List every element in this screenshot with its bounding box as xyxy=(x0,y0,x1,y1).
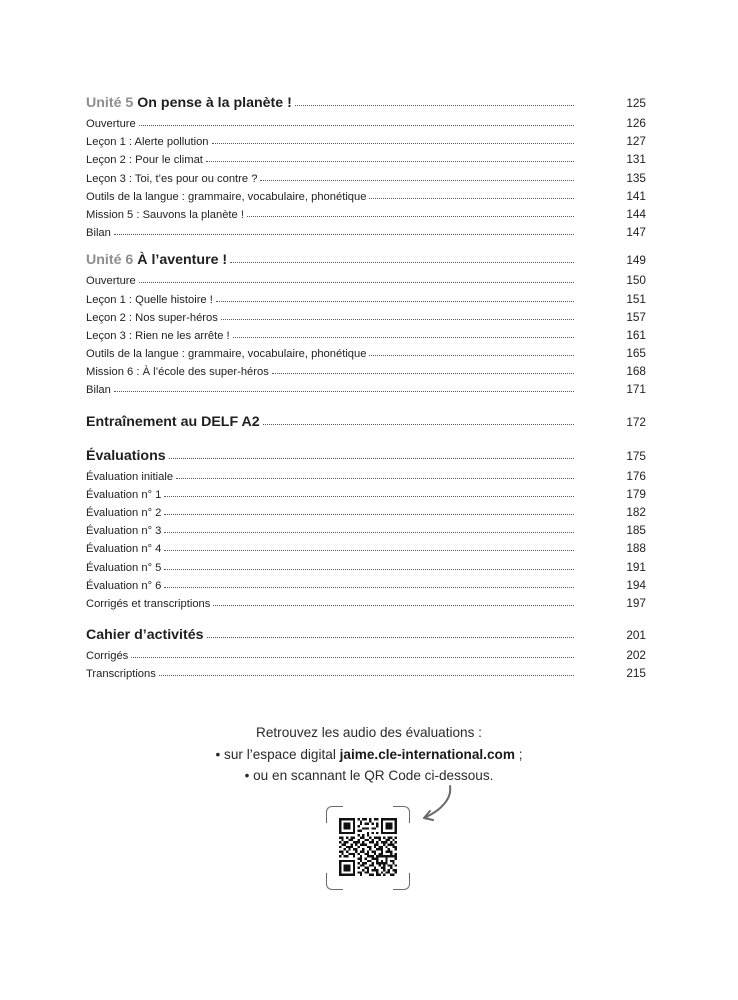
entry-title: Leçon 2 : Nos super-héros xyxy=(86,311,218,324)
dot-leader xyxy=(159,675,574,676)
dot-leader xyxy=(369,355,574,356)
toc-unit-5-heading[interactable] xyxy=(86,92,646,114)
dot-leader xyxy=(139,282,574,283)
page-number: 197 xyxy=(626,595,646,610)
page-number: 188 xyxy=(626,541,646,556)
page-number: 176 xyxy=(626,468,646,483)
dot-leader xyxy=(169,458,574,459)
toc-entry[interactable] xyxy=(86,326,646,344)
digital-space-link[interactable]: jaime.cle-international.com xyxy=(339,746,515,762)
toc-entry[interactable] xyxy=(86,539,646,557)
page-number: 151 xyxy=(626,291,646,306)
page-number: 201 xyxy=(626,628,646,643)
entry-title: Bilan xyxy=(86,384,111,397)
page-number: 194 xyxy=(626,577,646,592)
qr-code-frame[interactable] xyxy=(326,806,410,890)
unit-label: Unité 6 xyxy=(86,252,134,269)
page-number: 165 xyxy=(626,346,646,361)
entry-title: Leçon 3 : Toi, t’es pour ou contre ? xyxy=(86,172,258,185)
audio-note-suffix: ; xyxy=(514,746,523,762)
page-number: 168 xyxy=(626,364,646,379)
toc-entry[interactable] xyxy=(86,150,646,168)
entry-title: Évaluation n° 4 xyxy=(86,543,162,556)
spacer xyxy=(86,612,646,624)
page-number: 185 xyxy=(626,523,646,538)
dot-leader xyxy=(164,587,574,588)
toc-entry[interactable] xyxy=(86,187,646,205)
unit-title: On pense à la planète ! xyxy=(137,95,292,111)
toc-entry[interactable] xyxy=(86,132,646,150)
dot-leader xyxy=(164,514,574,515)
toc-cahier-heading[interactable] xyxy=(86,624,646,646)
dot-leader xyxy=(164,496,574,497)
dot-leader xyxy=(164,550,574,551)
section-title: Cahier d’activités xyxy=(86,627,204,644)
unit-title: À l’aventure ! xyxy=(137,252,228,269)
page-number: 171 xyxy=(626,382,646,397)
dot-leader xyxy=(216,301,574,302)
toc-delf-heading[interactable] xyxy=(86,411,646,433)
entry-title: Ouverture xyxy=(86,118,136,130)
entry-title: Bilan xyxy=(86,227,111,240)
toc-entry[interactable] xyxy=(86,205,646,223)
qr-code-icon xyxy=(339,818,397,876)
page-number: 179 xyxy=(626,486,646,501)
page-number: 175 xyxy=(626,448,646,463)
dot-leader xyxy=(114,234,574,235)
entry-title: Outils de la langue : grammaire, vocabulaire, phonétique xyxy=(86,190,367,203)
dot-leader xyxy=(247,216,574,217)
dot-leader xyxy=(221,319,574,320)
dot-leader xyxy=(164,569,574,570)
dot-leader xyxy=(272,373,574,374)
entry-title: Évaluation n° 3 xyxy=(86,525,162,538)
entry-title: Évaluation n° 6 xyxy=(86,579,162,592)
toc-entry[interactable] xyxy=(86,558,646,576)
audio-note xyxy=(0,722,738,787)
spacer xyxy=(86,433,646,445)
page-number: 161 xyxy=(626,327,646,342)
entry-title: Évaluation n° 5 xyxy=(86,561,162,574)
entry-title: Évaluation n° 1 xyxy=(86,488,162,501)
dot-leader xyxy=(206,161,574,162)
entry-title: Leçon 3 : Rien ne les arrête ! xyxy=(86,329,230,342)
dot-leader xyxy=(164,532,574,533)
page-number: 182 xyxy=(626,505,646,519)
page-number: 131 xyxy=(626,152,646,167)
toc-entry[interactable] xyxy=(86,223,646,241)
entry-title: Corrigés et transcriptions xyxy=(86,597,211,610)
toc-entry[interactable] xyxy=(86,521,646,539)
entry-title: Mission 5 : Sauvons la planète ! xyxy=(86,208,244,221)
page-number: 126 xyxy=(626,116,646,130)
toc-unit-6-heading[interactable] xyxy=(86,249,646,271)
dot-leader xyxy=(207,637,575,638)
toc-entry[interactable] xyxy=(86,308,646,326)
audio-note-line-1: Retrouvez les audio des évaluations : xyxy=(256,725,482,740)
audio-note-prefix: • sur l’espace digital xyxy=(215,746,340,762)
toc-entry[interactable] xyxy=(86,467,646,485)
page-number: 141 xyxy=(626,188,646,203)
dot-leader xyxy=(212,143,574,144)
dot-leader xyxy=(369,198,574,199)
unit-label: Unité 5 xyxy=(86,95,134,111)
toc-entry[interactable] xyxy=(86,380,646,398)
toc-entry[interactable] xyxy=(86,344,646,362)
page-number: 135 xyxy=(626,170,646,185)
toc-entry[interactable] xyxy=(86,664,646,682)
entry-title: Leçon 2 : Pour le climat xyxy=(86,154,203,167)
dot-leader xyxy=(176,478,574,479)
dot-leader xyxy=(233,337,574,338)
toc-entry[interactable] xyxy=(86,169,646,187)
toc-entry[interactable] xyxy=(86,485,646,503)
toc-entry[interactable] xyxy=(86,290,646,308)
toc-evaluations-heading[interactable] xyxy=(86,445,646,467)
dot-leader xyxy=(114,391,574,392)
entry-title: Corrigés xyxy=(86,650,129,663)
toc-entry[interactable] xyxy=(86,646,646,664)
page-number: 144 xyxy=(626,206,646,221)
toc-entry[interactable] xyxy=(86,576,646,594)
spacer xyxy=(86,241,646,249)
entry-title: Évaluation n° 2 xyxy=(86,507,162,519)
entry-title: Évaluation initiale xyxy=(86,470,174,483)
page-number: 127 xyxy=(626,134,646,149)
entry-title: Mission 6 : À l’école des super-héros xyxy=(86,366,269,379)
page-number: 125 xyxy=(626,96,646,110)
entry-title: Outils de la langue : grammaire, vocabulaire, phonétique xyxy=(86,348,367,361)
dot-leader xyxy=(263,424,574,425)
table-of-contents xyxy=(86,92,646,683)
section-title: Évaluations xyxy=(86,447,166,464)
page-number: 191 xyxy=(626,559,646,574)
entry-title: Ouverture xyxy=(86,275,136,288)
dot-leader xyxy=(213,605,574,606)
toc-entry[interactable] xyxy=(86,271,646,289)
page-number: 147 xyxy=(626,225,646,240)
page-number: 215 xyxy=(626,666,646,681)
entry-title: Leçon 1 : Alerte pollution xyxy=(86,136,209,149)
page-number: 172 xyxy=(626,414,646,429)
dot-leader xyxy=(260,180,574,181)
dot-leader xyxy=(131,657,574,658)
page-number: 202 xyxy=(626,648,646,663)
audio-note-line-3: • ou en scannant le QR Code ci-dessous. xyxy=(244,768,494,783)
audio-note-line-2 xyxy=(0,744,738,766)
curved-arrow-icon xyxy=(412,782,456,826)
page-number: 150 xyxy=(626,273,646,288)
toc-entry[interactable] xyxy=(86,503,646,521)
toc-entry[interactable] xyxy=(86,594,646,612)
spacer xyxy=(86,399,646,411)
toc-entry[interactable] xyxy=(86,362,646,380)
entry-title: Transcriptions xyxy=(86,668,156,681)
page-number: 149 xyxy=(626,253,646,268)
entry-title: Leçon 1 : Quelle histoire ! xyxy=(86,293,213,306)
section-title: Entraînement au DELF A2 xyxy=(86,413,260,430)
page-number: 157 xyxy=(626,309,646,324)
dot-leader xyxy=(230,262,574,263)
dot-leader xyxy=(295,105,574,106)
toc-entry[interactable] xyxy=(86,114,646,132)
dot-leader xyxy=(139,125,574,126)
